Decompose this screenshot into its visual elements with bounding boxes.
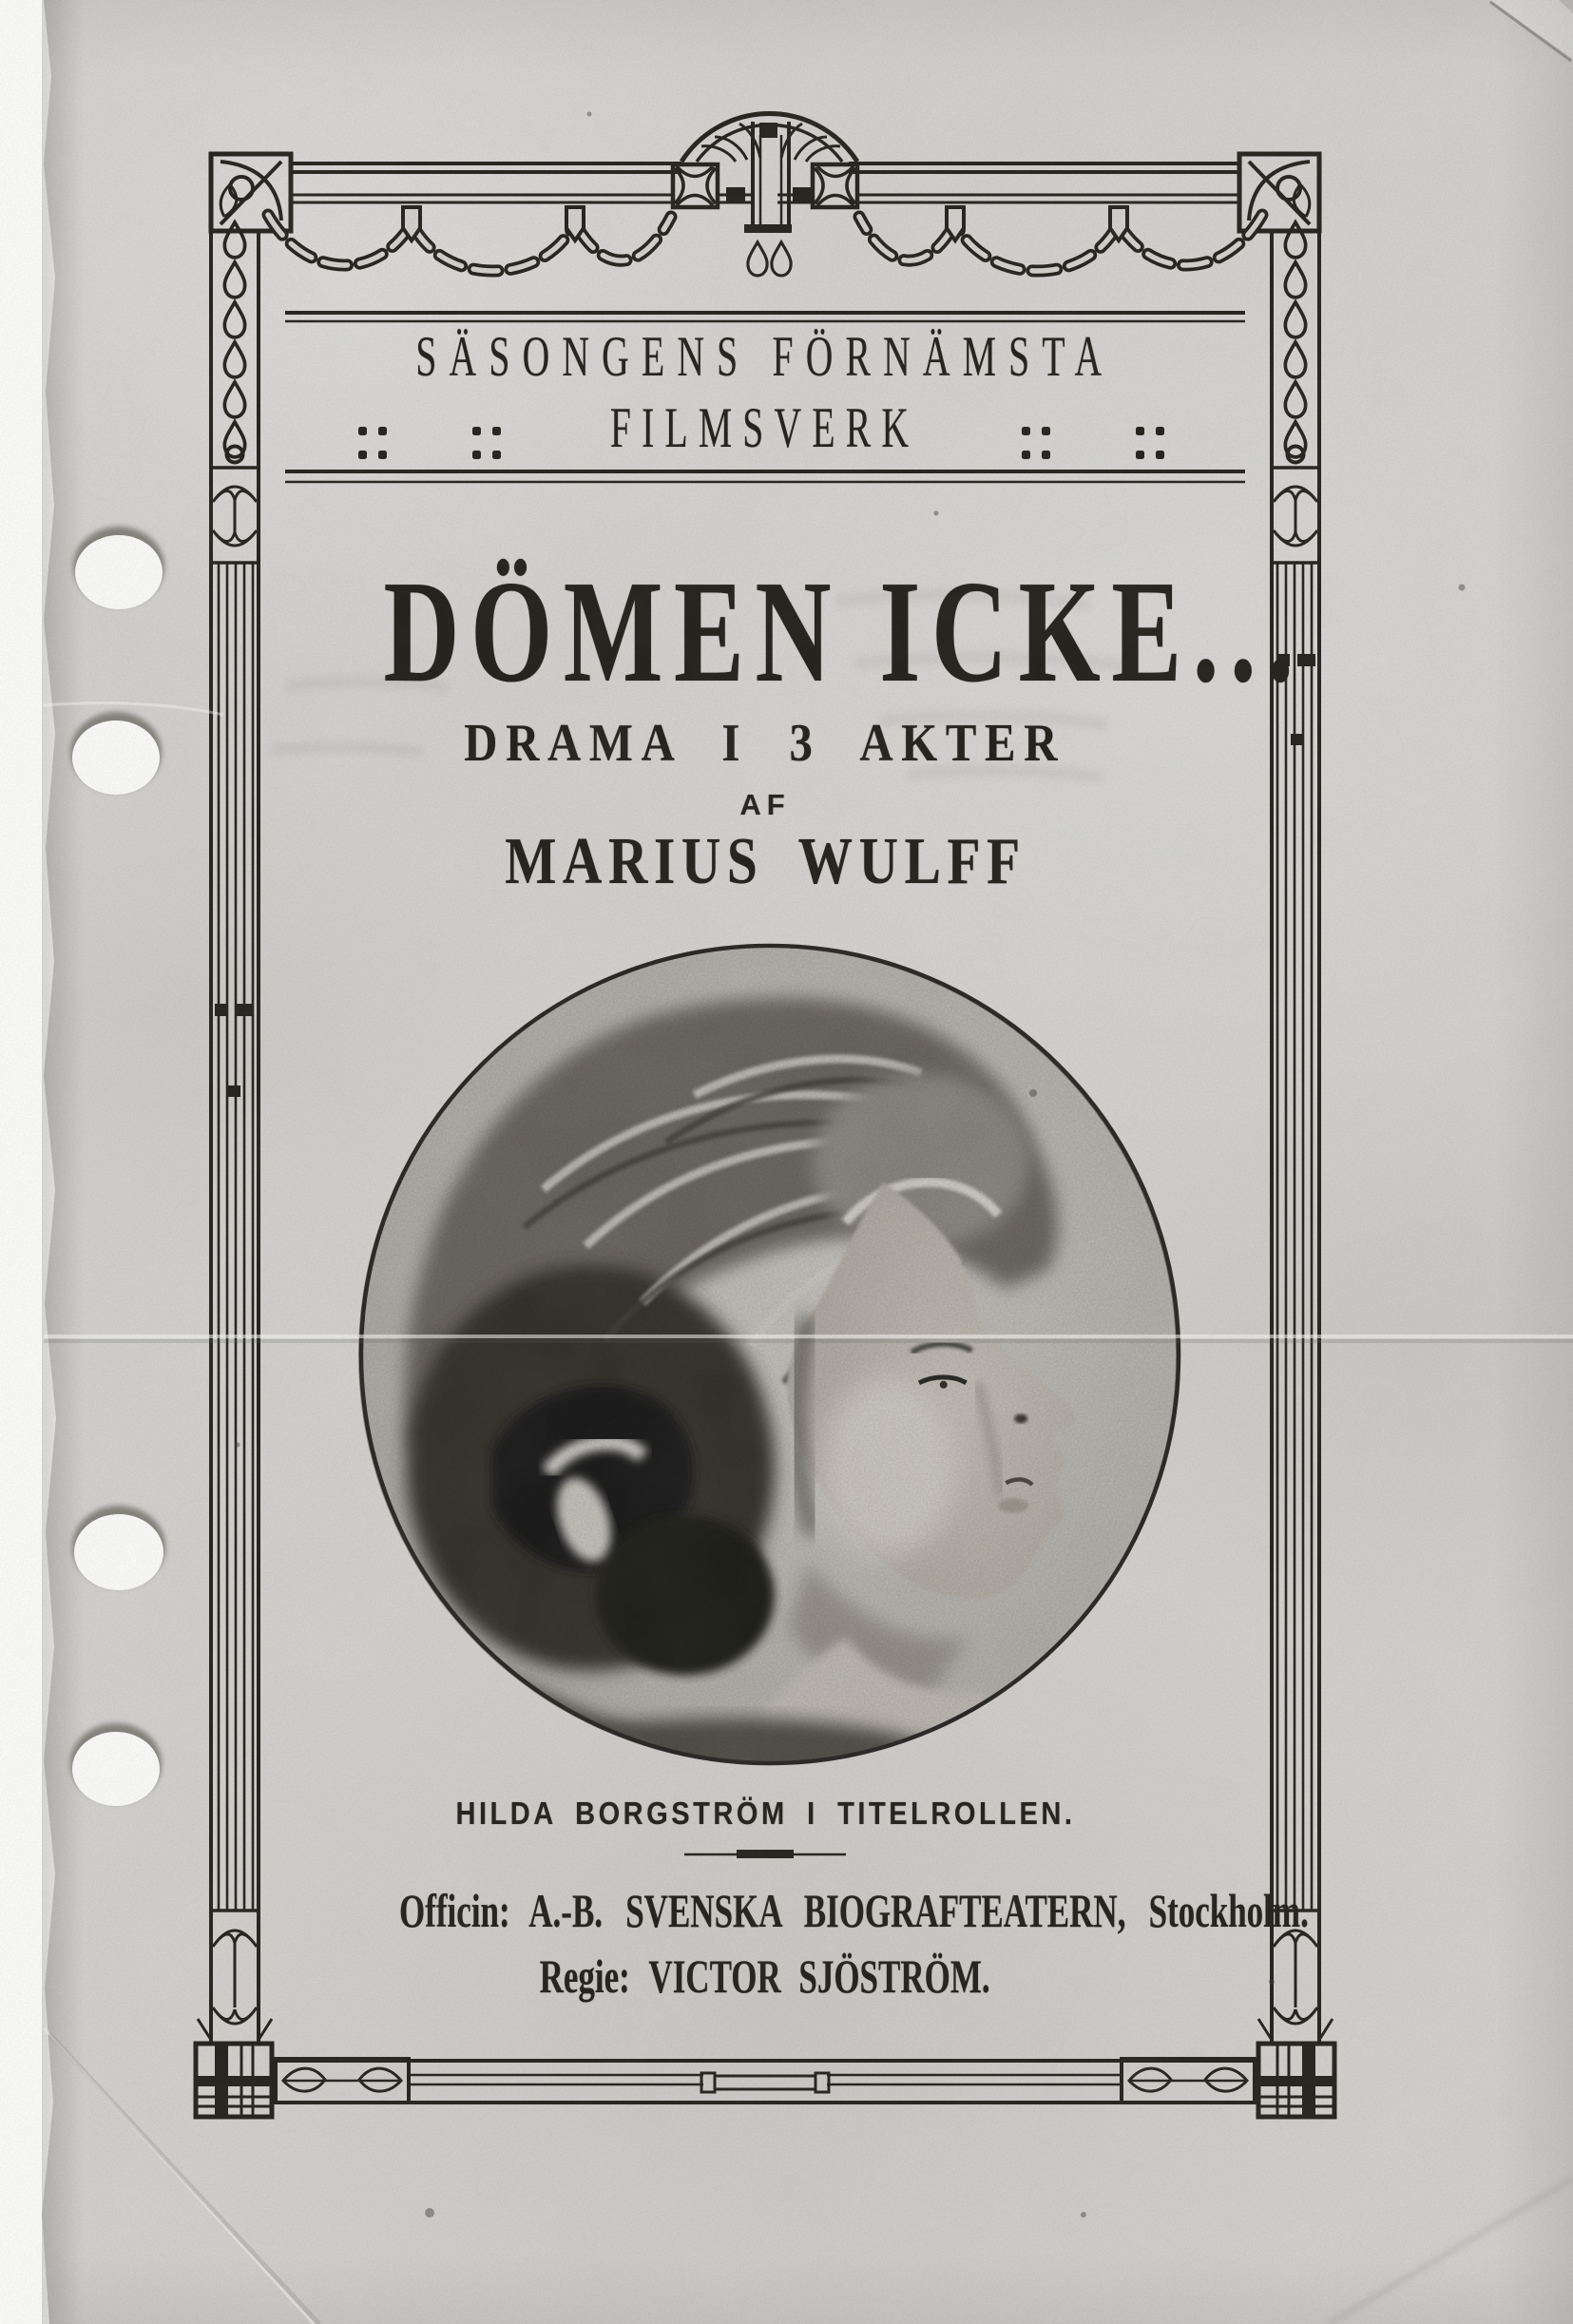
regie-value: VICTOR SJÖSTRÖM. (648, 1949, 991, 2003)
masthead-line1-text: SÄSONGENS FÖRNÄMSTA (415, 325, 1115, 388)
officin-value: A.-B. SVENSKA BIOGRAFTEATERN, Stockholm. (528, 1884, 1309, 1937)
dot-cluster (1136, 427, 1164, 459)
dot-cluster (472, 427, 501, 459)
film-subtitle-text: DRAMA I 3 AKTER (464, 714, 1066, 773)
author-name-text: MARIUS WULFF (504, 825, 1026, 898)
director-credit (204, 1945, 1326, 2007)
dot-cluster (1022, 427, 1050, 459)
film-title-text: DÖMEN ICKE... (383, 551, 1305, 713)
masthead-line1 (204, 320, 1326, 393)
portrait-caption (204, 1791, 1326, 1836)
byline-label: AF (739, 788, 791, 821)
regie-label: Regie: (539, 1949, 631, 2003)
portrait-photo (355, 939, 1185, 1770)
officin-label: Officin: (399, 1884, 510, 1937)
production-credit (204, 1879, 1326, 1942)
masthead-line2-text: FILMSVERK (610, 396, 920, 459)
portrait-caption-text: HILDA BORGSTRÖM I TITELROLLEN. (455, 1796, 1075, 1831)
film-subtitle (204, 709, 1326, 778)
author-name (204, 819, 1326, 905)
dot-cluster (358, 427, 387, 459)
film-title (204, 542, 1326, 722)
